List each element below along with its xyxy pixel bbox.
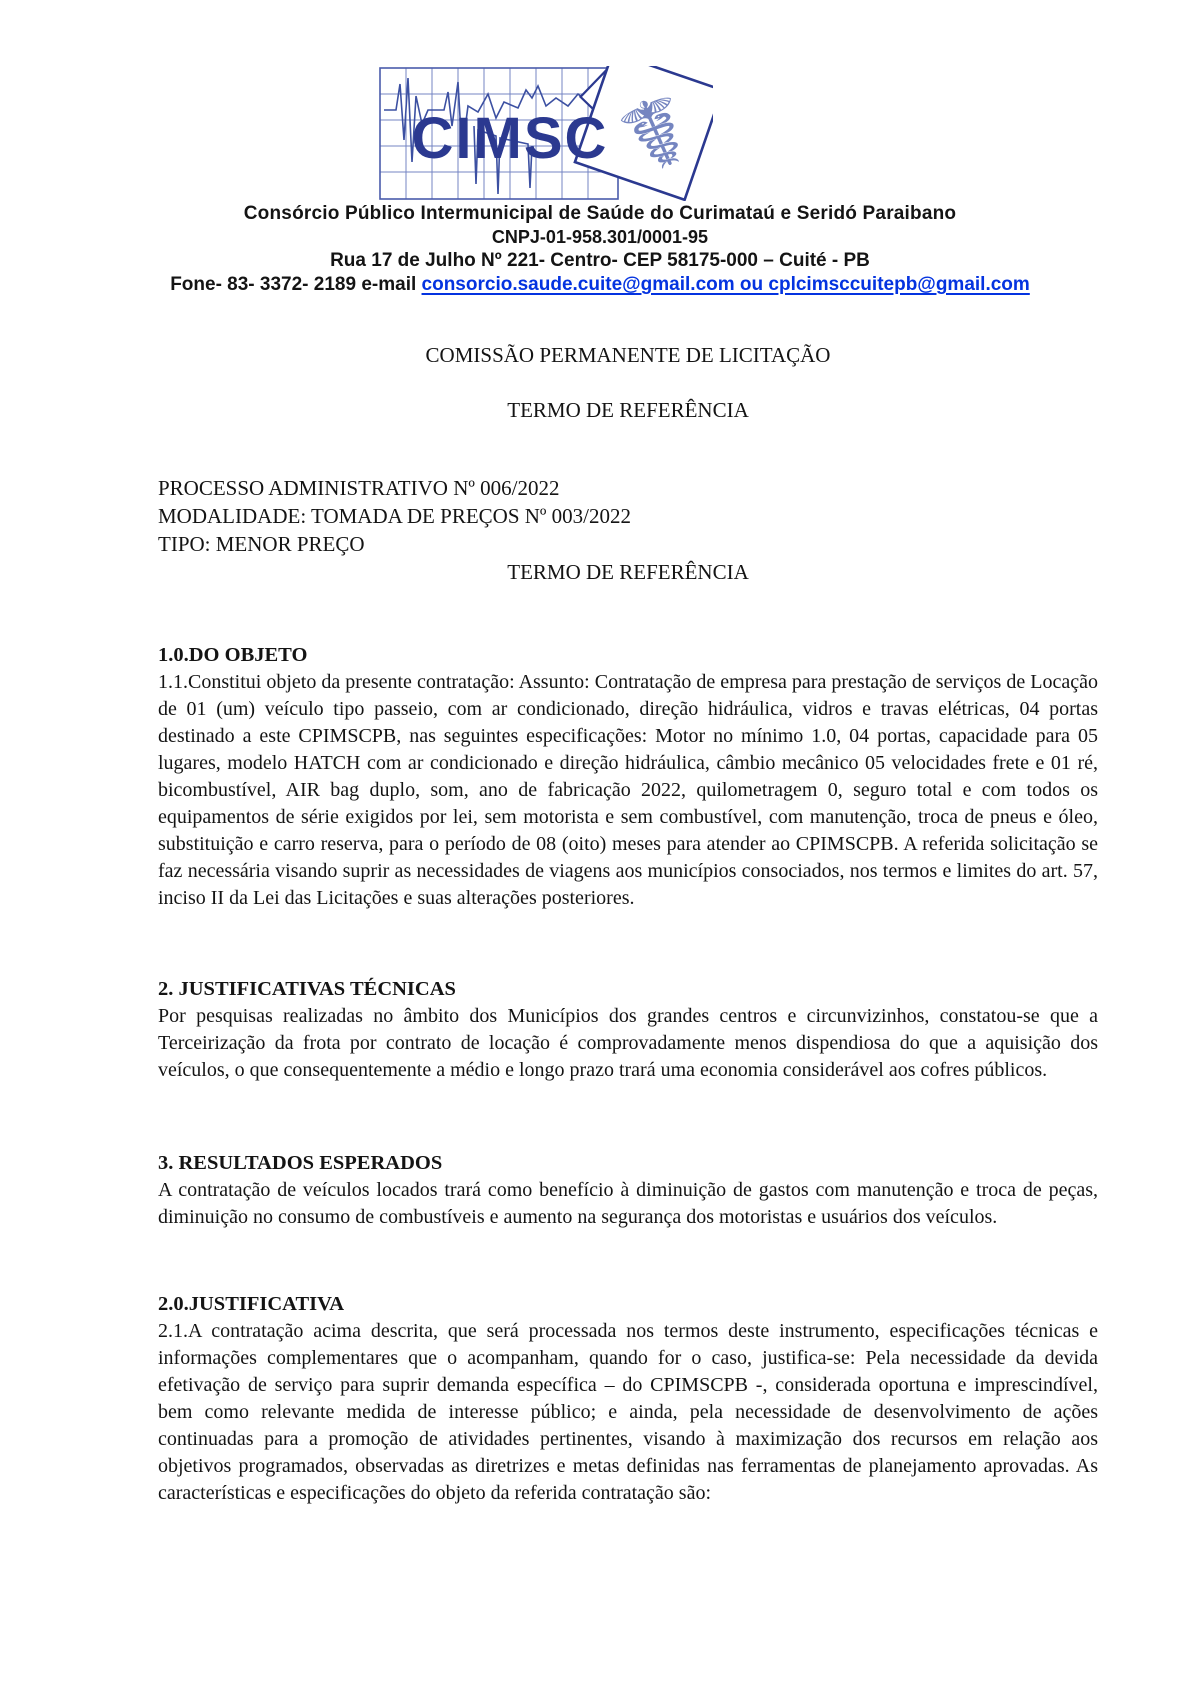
logo-cimsc-text: CIMSC — [411, 106, 608, 171]
cimsc-logo-graphic — [378, 66, 713, 201]
section-body-justificativas-tecnicas: Por pesquisas realizadas no âmbito dos Municípios dos grandes centros e circunvizinhos, constatou-se que a Terceirização da frota por contrato de locação é comprovadamente menos dispendiosa do que a aquisição dos veículos, o que consequentemente a médio e longo prazo trará uma economia considerável aos cofres públicos. — [158, 1005, 1098, 1081]
process-block — [158, 474, 1098, 558]
type: TIPO: MENOR PREÇO — [158, 532, 365, 556]
caduceus-icon: ☤ — [604, 70, 709, 199]
email-links[interactable]: consorcio.saude.cuite@gmail.com ou cplcimsccuitepb@gmail.com — [421, 274, 1030, 295]
phone-label: Fone- 83- 3372- 2189 e-mail — [170, 274, 422, 295]
section-heading-justificativas-tecnicas: 2. JUSTIFICATIVAS TÉCNICAS — [158, 978, 456, 1000]
section-body-resultados-esperados: A contratação de veículos locados trará como benefício à diminuição de gastos com manutenção e troca de peças, diminuição no consumo de combustíveis e aumento na segurança dos motoristas e usuários dos veículos. — [158, 1179, 1098, 1228]
process-number: PROCESSO ADMINISTRATIVO Nº 006/2022 — [158, 476, 560, 500]
phone-email-line — [130, 274, 1070, 296]
term-of-reference-title-2: TERMO DE REFERÊNCIA — [507, 560, 749, 584]
section-heading-objeto: 1.0.DO OBJETO — [158, 644, 308, 666]
address-line: Rua 17 de Julho Nº 221- Centro- CEP 58175-000 – Cuité - PB — [330, 250, 870, 271]
letterhead — [0, 0, 1200, 296]
section-body-justificativa: 2.1.A contratação acima descrita, que será processada nos termos deste instrumento, especificações técnicas e informações complementares que o acompanham, quando for o caso, justifica-se: Pela necessidade da devida efetivação de serviço para suprir demanda específica – do CPIMSCPB -, considerada oportuna e imprescindível, bem como relevante medida de interesse público; e ainda, pela necessidade de desenvolvimento de ações continuadas para a promoção de atividades pertinentes, visando à maximização dos recursos em relação aos objetivos programados, observadas as diretrizes e metas definidas nas ferramentas de planejamento aprovadas. As características e especificações do objeto da referida contratação são: — [158, 1320, 1098, 1504]
modality: MODALIDADE: TOMADA DE PREÇOS Nº 003/2022 — [158, 504, 632, 528]
document-body — [158, 342, 1098, 1507]
cnpj: CNPJ-01-958.301/0001-95 — [491, 227, 709, 247]
cimsc-logo — [378, 66, 713, 201]
section-heading-justificativa: 2.0.JUSTIFICATIVA — [158, 1293, 345, 1315]
org-name: Consórcio Público Intermunicipal de Saúde do Curimataú e Seridó Paraibano — [243, 203, 957, 224]
term-of-reference-title: TERMO DE REFERÊNCIA — [507, 398, 749, 422]
commission-title: COMISSÃO PERMANENTE DE LICITAÇÃO — [425, 343, 831, 367]
section-body-objeto: 1.1.Constitui objeto da presente contratação: Assunto: Contratação de empresa para prestação de serviços de Locação de 01 (um) veículo tipo passeio, com ar condicionado, direção hidráulica, vidros e travas elétricas, 04 portas destinado a este CPIMSCPB, nas seguintes especificações: Motor no mínimo 1.0, 04 portas, capacidade para 05 lugares, modelo HATCH com ar condicionado e direção hidráulica, câmbio mecânico 05 velocidades frete e 01 ré, bicombustível, AIR bag duplo, som, ano de fabricação 2022, quilometragem 0, seguro total e com todos os equipamentos de série exigidos por lei, sem motorista e sem combustível, com manutenção, troca de pneus e óleo, substituição e carro reserva, para o período de 08 (oito) meses para atender ao CPIMSCPB. A referida solicitação se faz necessária visando suprir as necessidades de viagens aos municípios consociados, nos termos e limites do art. 57, inciso II da Lei das Licitações e suas alterações posteriores. — [158, 671, 1098, 909]
section-heading-resultados-esperados: 3. RESULTADOS ESPERADOS — [158, 1152, 443, 1174]
